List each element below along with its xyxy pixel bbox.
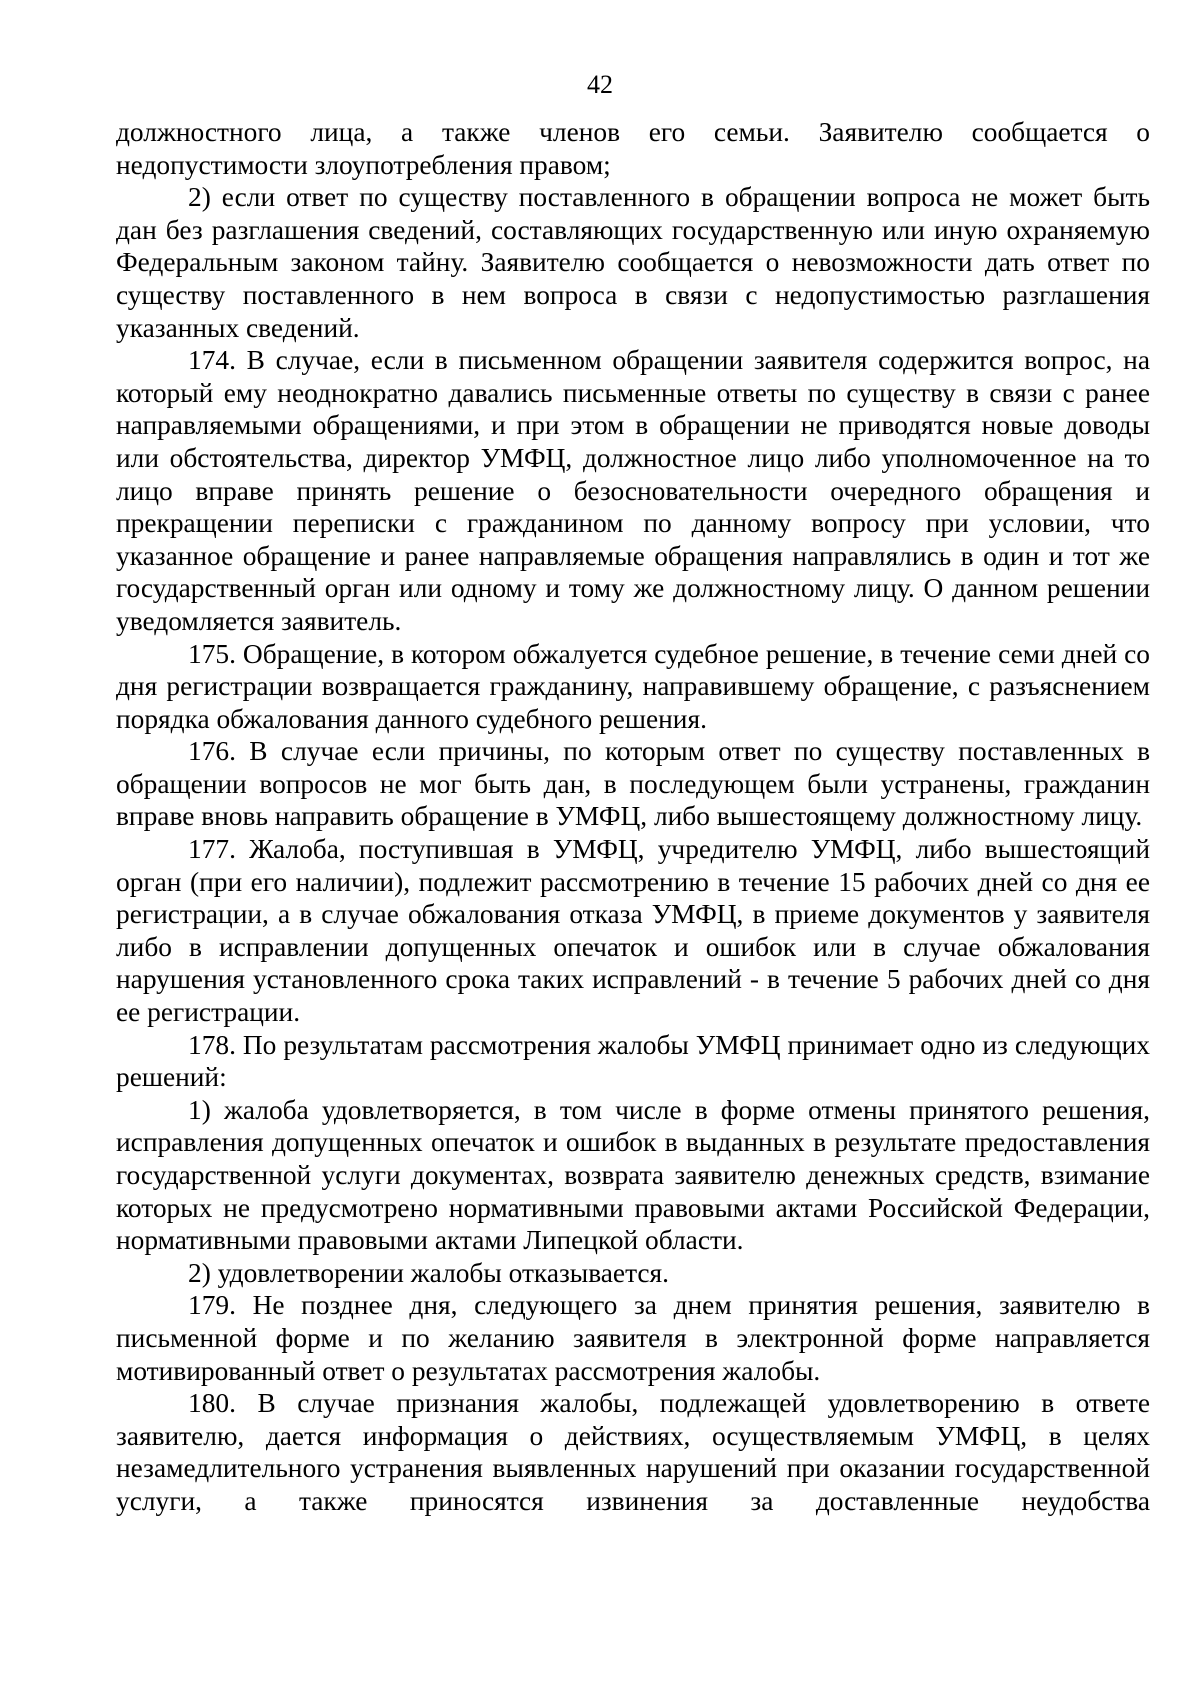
paragraph-178-item-1: 1) жалоба удовлетворяется, в том числе в форме отмены принятого решения, исправления допущенных опечаток и ошибок в выданных в результате предоставления государственной услуги документах, возврата заявителю денежных средств, взимание которых не предусмотрено нормативными правовыми актами Российской Федерации, нормативными правовыми актами Липецкой области. bbox=[116, 1094, 1150, 1256]
paragraph-179: 179. Не позднее дня, следующего за днем принятия решения, заявителю в письменной форме и по желанию заявителя в электронной форме направляется мотивированный ответ о результатах рассмотрения жалобы. bbox=[116, 1290, 1150, 1386]
paragraph-177: 177. Жалоба, поступившая в УМФЦ, учредителю УМФЦ, либо вышестоящий орган (при его наличии), подлежит рассмотрению в течение 15 рабочих дней со дня ее регистрации, а в случае обжалования отказа УМФЦ, в приеме документов у заявителя либо в исправлении допущенных опечаток и ошибок или в случае обжалования нарушения установленного срока таких исправлений - в течение 5 рабочих дней со дня ее регистрации. bbox=[116, 834, 1150, 1028]
paragraph-180: 180. В случае признания жалобы, подлежащей удовлетворению в ответе заявителю, дается информация о действиях, осуществляемым УМФЦ, в целях незамедлительного устранения выявленных нарушений при оказании государственной услуги, а также приносятся извинения за доставленные неудобства bbox=[116, 1388, 1150, 1516]
page-number: 42 bbox=[587, 70, 613, 99]
paragraph-continuation: должностного лица, а также членов его семьи. Заявителю сообщается о недопустимости злоупотребления правом; bbox=[116, 117, 1150, 180]
paragraph-175: 175. Обращение, в котором обжалуется судебное решение, в течение семи дней со дня регистрации возвращается гражданину, направившему обращение, с разъяснением порядка обжалования данного судебного решения. bbox=[116, 638, 1150, 734]
paragraph-174: 174. В случае, если в письменном обращении заявителя содержится вопрос, на который ему неоднократно давались письменные ответы по существу в связи с ранее направляемыми обращениями, и при этом в обращении не приводятся новые доводы или обстоятельства, директор УМФЦ, должностное лицо либо уполномоченное на то лицо вправе принять решение о безосновательности очередного обращения и прекращении переписки с гражданином по данному вопросу при условии, что указанное обращение и ранее направляемые обращения направлялись в один и тот же государственный орган или одному и тому же должностному лицу. О данном решении уведомляется заявитель. bbox=[116, 345, 1150, 636]
paragraph-176: 176. В случае если причины, по которым ответ по существу поставленных в обращении вопросов не мог быть дан, в последующем были устранены, гражданин вправе вновь направить обращение в УМФЦ, либо вышестоящему должностному лицу. bbox=[116, 736, 1150, 832]
paragraph-178: 178. По результатам рассмотрения жалобы УМФЦ принимает одно из следующих решений: bbox=[116, 1029, 1150, 1093]
document-body bbox=[116, 116, 1150, 1518]
paragraph-item-2: 2) если ответ по существу поставленного в обращении вопроса не может быть дан без разглашения сведений, составляющих государственную или иную охраняемую Федеральным законом тайну. Заявителю сообщается о невозможности дать ответ по существу поставленного в нем вопроса в связи с недопустимостью разглашения указанных сведений. bbox=[116, 182, 1150, 343]
paragraph-178-item-2: 2) удовлетворении жалобы отказывается. bbox=[188, 1257, 669, 1288]
